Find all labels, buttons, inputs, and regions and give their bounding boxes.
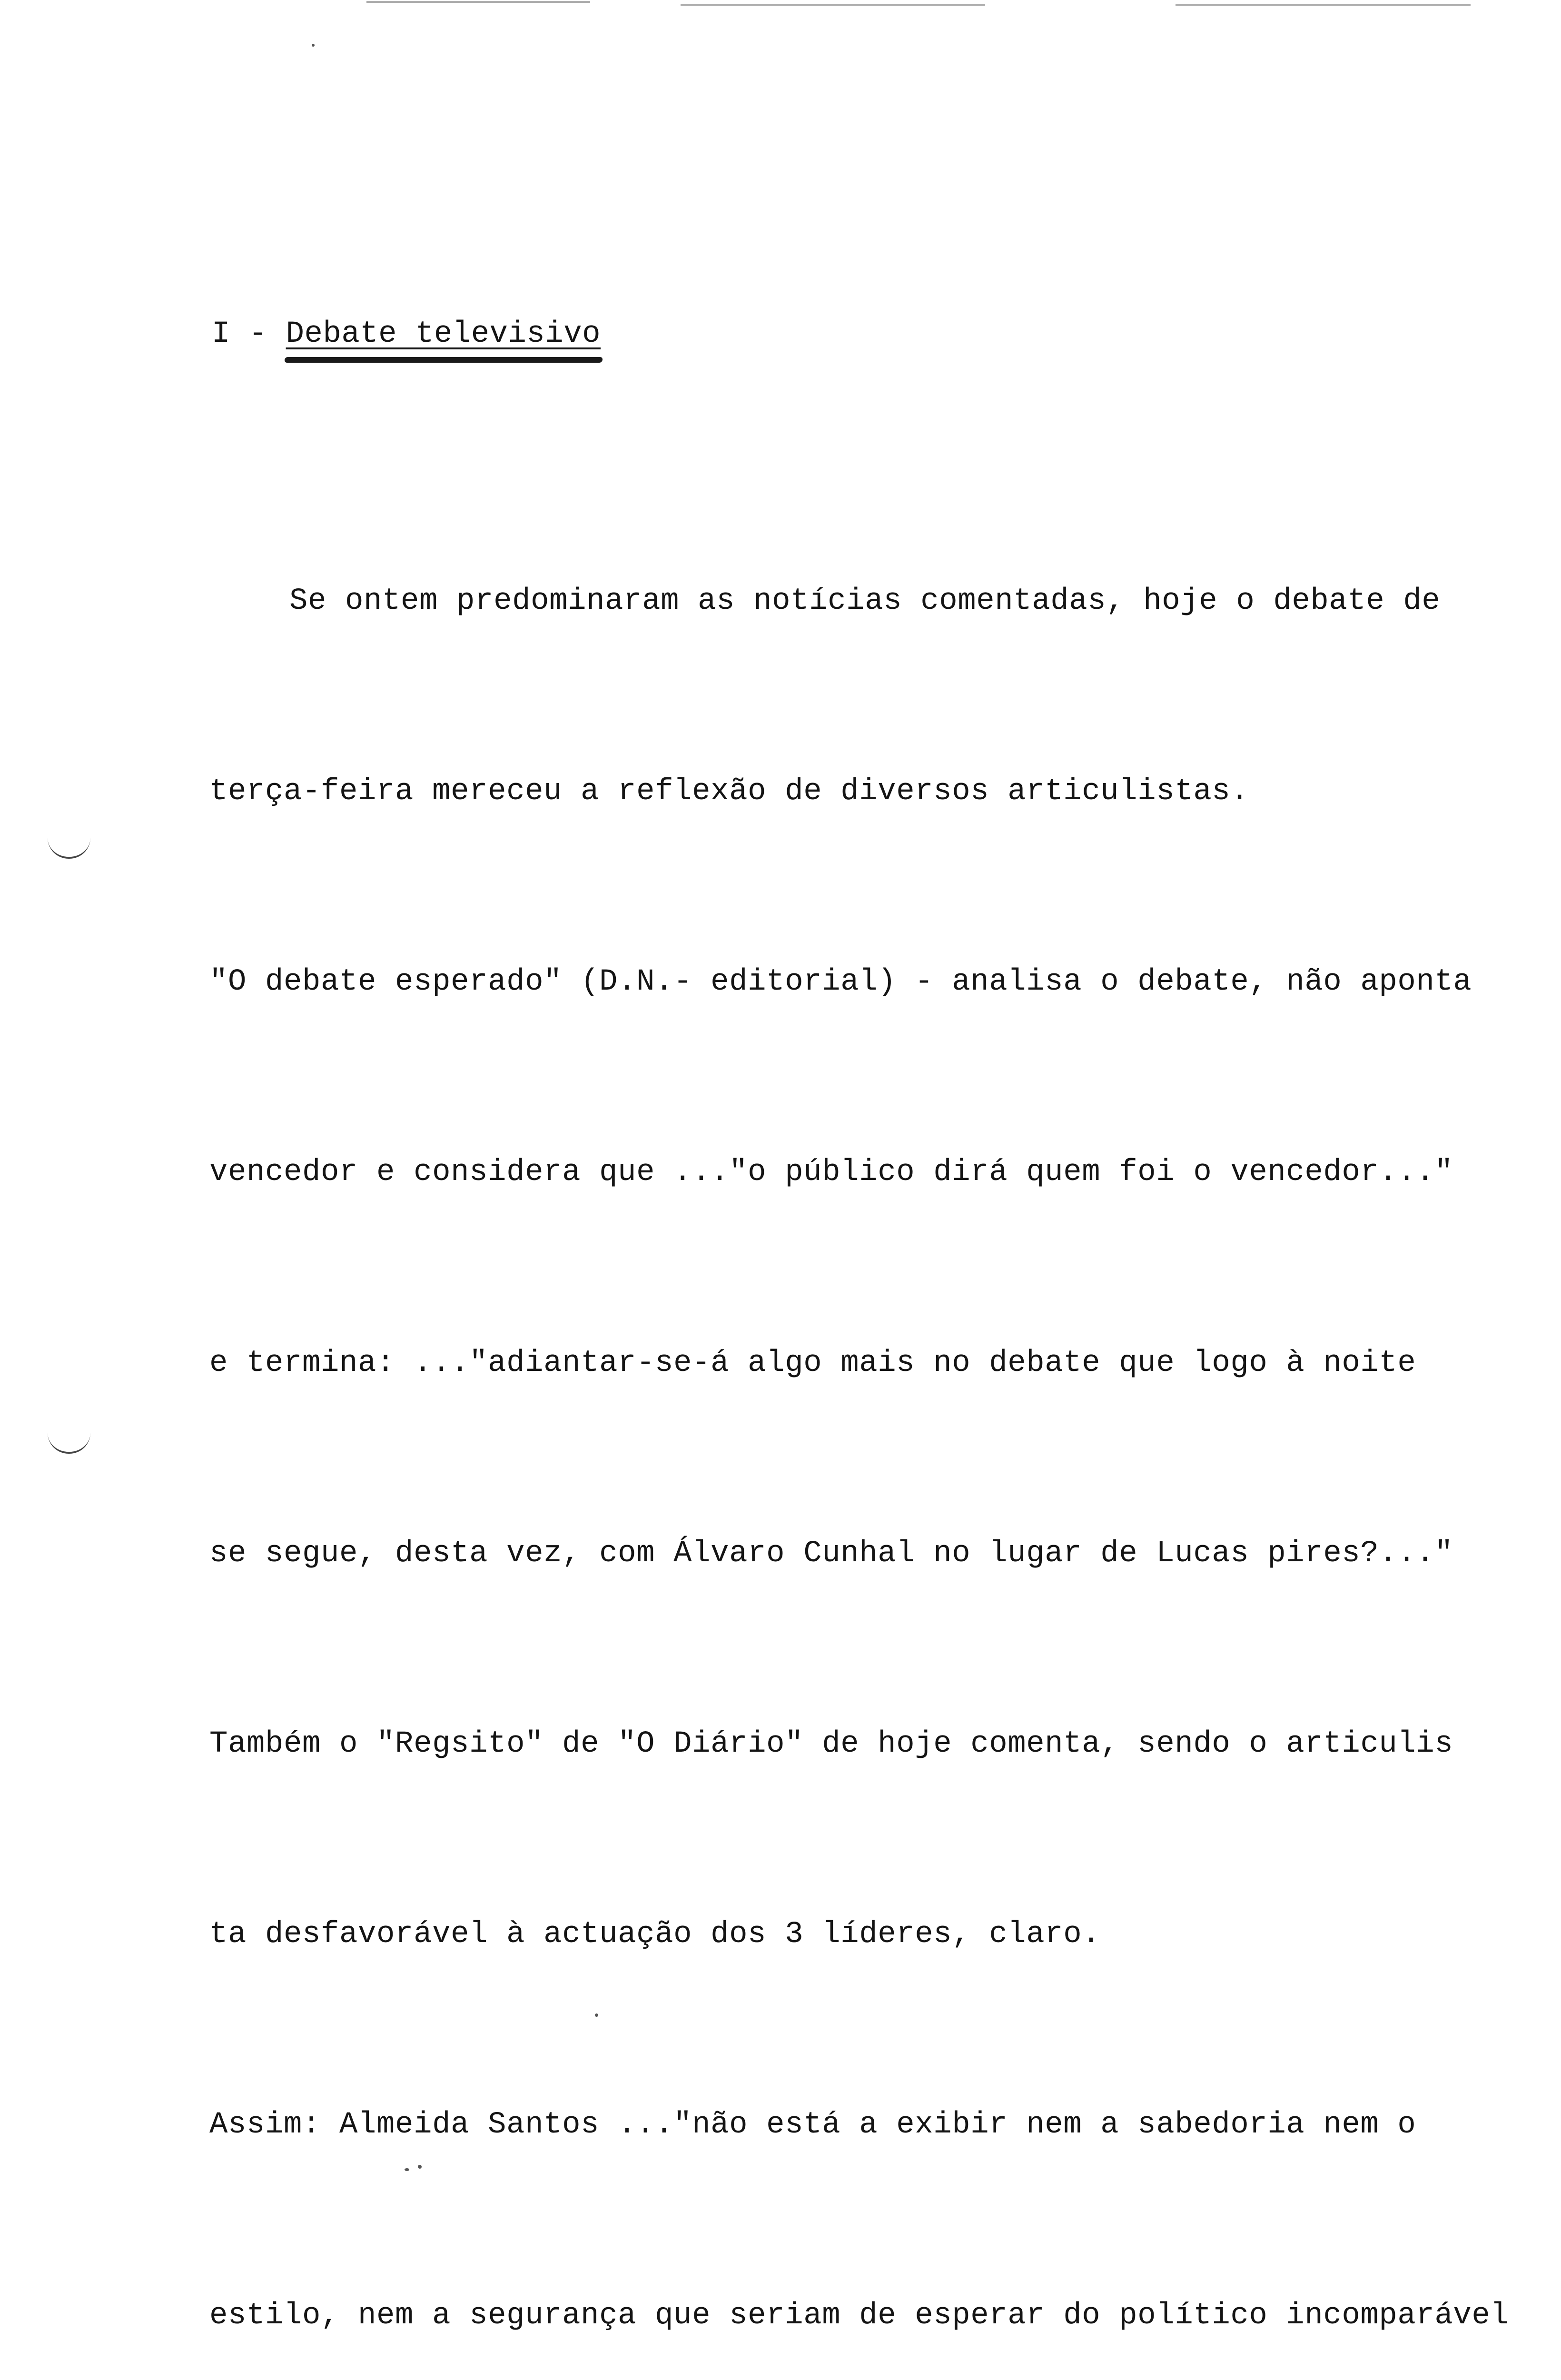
text-line: Também o "Regsito" de "O Diário" de hoje comenta, sendo o articulis	[209, 1727, 1453, 1762]
text-line: vencedor e considera que ..."o público dirá quem foi o vencedor..."	[209, 1155, 1453, 1190]
scan-speck	[312, 44, 315, 47]
text-line: ta desfavorável à actuação dos 3 líderes, claro.	[209, 1917, 1101, 1952]
section-number: I -	[212, 317, 286, 351]
heading-underline-stroke	[284, 357, 603, 363]
section-heading	[212, 315, 601, 353]
text-line: Se ontem predominaram as notícias comentadas, hoje o debate de	[289, 584, 1441, 618]
scan-edge-line	[1176, 4, 1471, 6]
text-line: terça-feira mereceu a reflexão de diversos articulistas.	[209, 774, 1249, 809]
text-line: e termina: ..."adiantar-se-á algo mais no debate que logo à noite	[209, 1346, 1416, 1380]
text-line: "O debate esperado" (D.N.- editorial) - analisa o debate, não aponta	[209, 965, 1472, 1000]
punch-hole-mark	[48, 838, 90, 859]
section-title: Debate televisivo	[286, 317, 601, 351]
text-line: se segue, desta vez, com Álvaro Cunhal no lugar de Lucas pires?..."	[209, 1536, 1453, 1571]
document-body	[209, 443, 1542, 2380]
text-line: estilo, nem a segurança que seriam de esperar do político incomparável	[209, 2298, 1509, 2333]
punch-hole-mark	[48, 1433, 90, 1454]
scan-edge-line	[366, 1, 590, 3]
text-line: Assim: Almeida Santos ..."não está a exibir nem a sabedoria nem o	[209, 2108, 1416, 2142]
scan-edge-line	[681, 4, 985, 6]
